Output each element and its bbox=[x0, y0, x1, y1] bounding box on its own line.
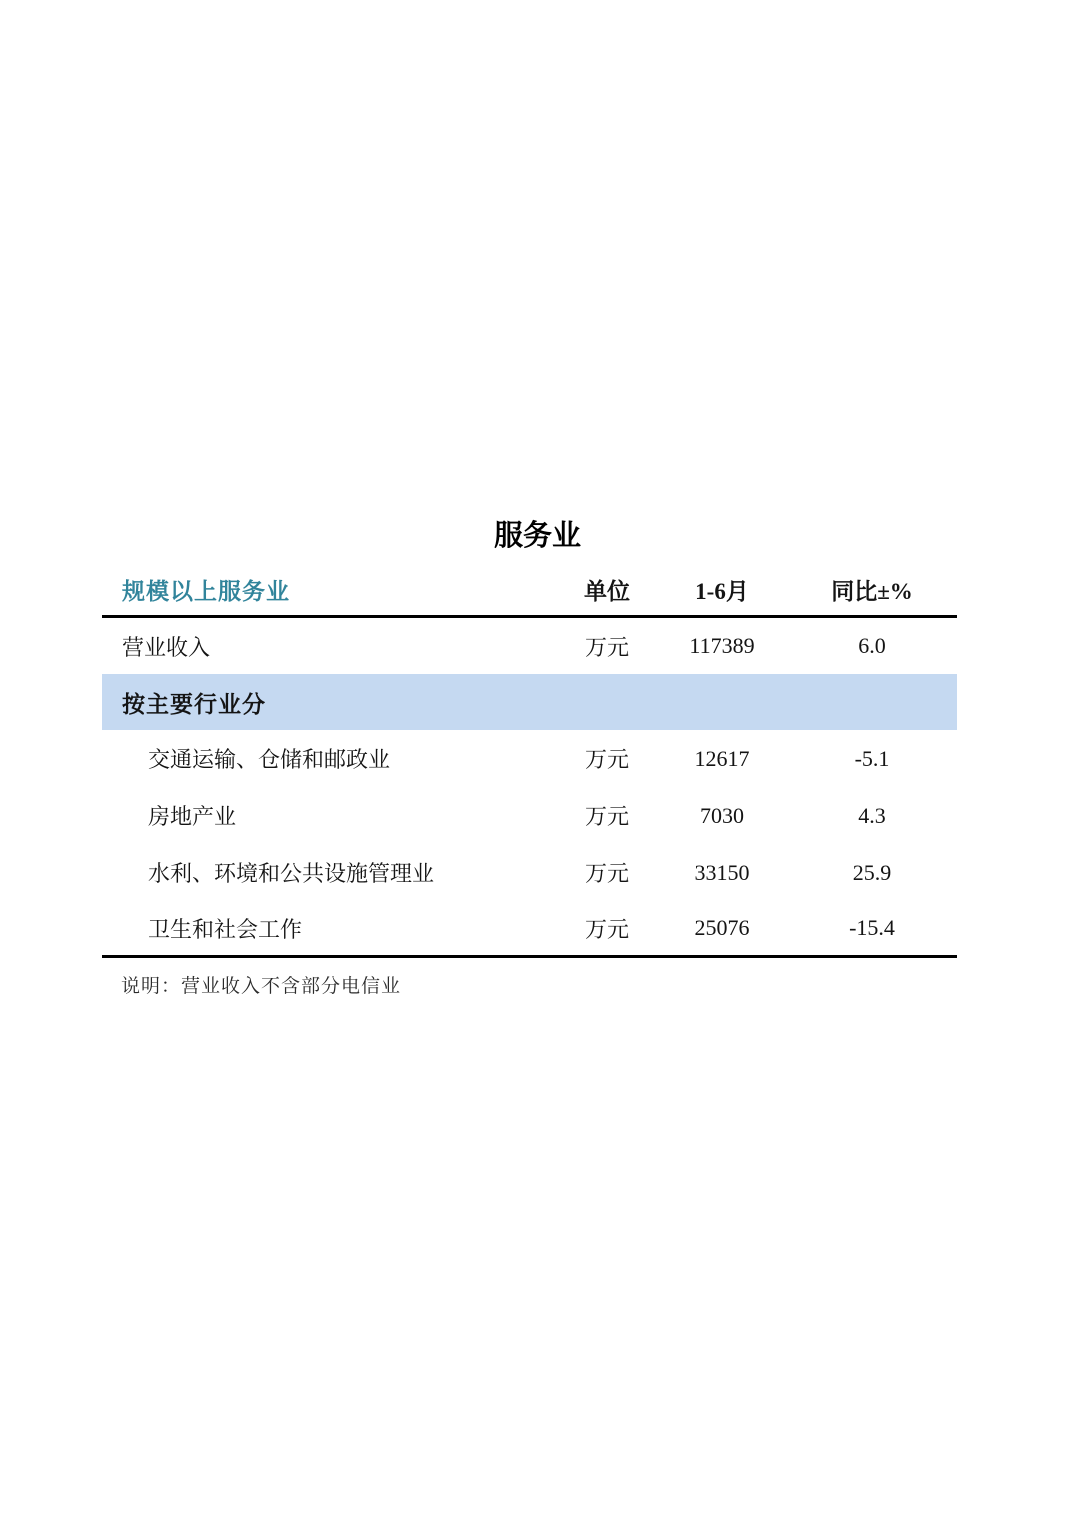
table-title: 规模以上服务业 bbox=[122, 579, 290, 604]
row-label: 交通运输、仓储和邮政业 bbox=[148, 747, 391, 772]
row-unit: 万元 bbox=[584, 861, 629, 886]
row-yoy: 25.9 bbox=[852, 859, 892, 885]
row-label: 营业收入 bbox=[122, 634, 211, 660]
row-value: 33150 bbox=[694, 859, 750, 885]
row-value: 25076 bbox=[694, 915, 750, 940]
page-title: 服务业 bbox=[493, 520, 581, 552]
table-row-water-env bbox=[102, 844, 957, 901]
row-value: 12617 bbox=[694, 745, 750, 771]
row-unit: 万元 bbox=[584, 916, 629, 942]
row-label: 卫生和社会工作 bbox=[148, 916, 303, 942]
row-unit: 万元 bbox=[584, 634, 629, 660]
row-yoy: -15.4 bbox=[849, 915, 895, 940]
row-label: 水利、环境和公共设施管理业 bbox=[148, 861, 435, 886]
row-unit: 万元 bbox=[584, 747, 629, 772]
table-row-realestate bbox=[102, 787, 957, 844]
bottom-rule bbox=[102, 955, 957, 958]
section-header-by-industry bbox=[102, 674, 957, 730]
col-header-unit: 单位 bbox=[584, 579, 630, 604]
table-header-row bbox=[102, 564, 957, 615]
col-header-period: 1-6月 bbox=[695, 579, 749, 604]
footnote: 说明：营业收入不含部分电信业 bbox=[121, 976, 402, 997]
col-header-yoy: 同比±% bbox=[831, 579, 913, 604]
section-label: 按主要行业分 bbox=[122, 691, 266, 717]
table-row-health-social bbox=[102, 901, 957, 955]
row-yoy: -5.1 bbox=[854, 745, 890, 771]
row-yoy: 4.3 bbox=[858, 802, 886, 828]
services-table bbox=[102, 514, 957, 998]
row-label: 房地产业 bbox=[148, 804, 237, 829]
table-row-revenue bbox=[102, 618, 957, 674]
row-yoy: 6.0 bbox=[858, 633, 886, 658]
row-value: 117389 bbox=[689, 633, 755, 658]
table-row-transport bbox=[102, 730, 957, 787]
row-value: 7030 bbox=[700, 802, 744, 828]
row-unit: 万元 bbox=[584, 804, 629, 829]
